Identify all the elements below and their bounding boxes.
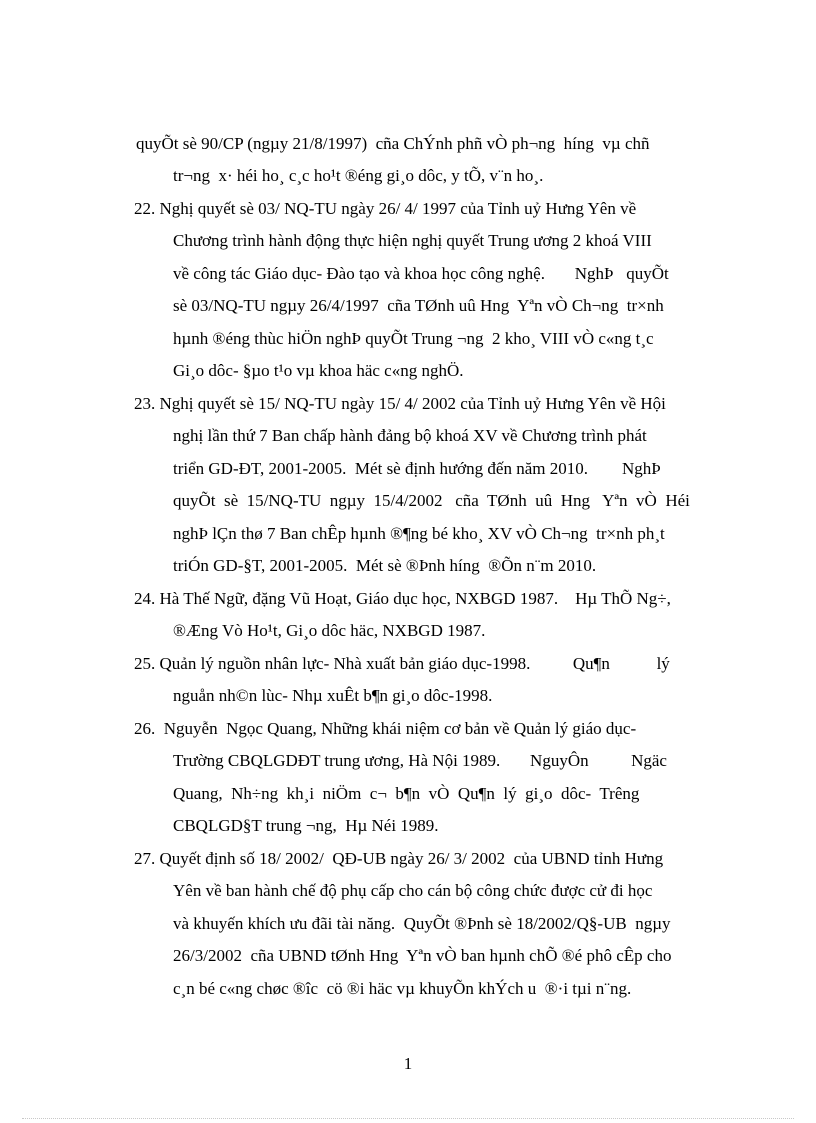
text-line: hµnh ®éng thùc hiÖn nghÞ quyÕt Trung ¬ng 2 kho¸ VIII vÒ c«ng t¸c — [173, 329, 654, 348]
text-line: nguån nh©n lùc- Nhµ xuÊt b¶n gi¸o dôc-1998. — [173, 686, 493, 705]
text-line: Trường CBQLGDĐT trung ương, Hà Nội 1989. NguyÔn Ngäc — [173, 751, 667, 770]
text-line: ®Æng Vò Ho¹t, Gi¸o dôc häc, NXBGD 1987. — [173, 621, 486, 640]
text-line: sè 03/NQ-TU ngµy 26/4/1997 cña TØnh uû Hng Yªn vÒ Ch¬ng tr×nh — [173, 296, 664, 315]
text-line: Gi¸o dôc- §µo t¹o vµ khoa häc c«ng nghÖ. — [173, 361, 464, 380]
page-number: 1 — [403, 1054, 413, 1073]
text-line: 23. Nghị quyết sè 15/ NQ-TU ngày 15/ 4/ 2002 của Tỉnh uỷ Hưng Yên về Hội — [134, 394, 666, 413]
text-line: Quang, Nh÷ng kh¸i niÖm c¬ b¶n vÒ Qu¶n lý gi¸o dôc- Trêng — [173, 784, 640, 803]
text-line: Yên về ban hành chế độ phụ cấp cho cán bộ công chức được cử đi học — [173, 881, 653, 900]
text-line: nghị lần thứ 7 Ban chấp hành đảng bộ khoá XV về Chương trình phát — [173, 426, 647, 445]
text-line: nghÞ lÇn thø 7 Ban chÊp hµnh ®¶ng bé kho¸ XV vÒ Ch¬ng tr×nh ph¸t — [173, 524, 665, 543]
text-line: 22. Nghị quyết sè 03/ NQ-TU ngày 26/ 4/ 1997 của Tỉnh uỷ Hưng Yên về — [134, 199, 637, 218]
text-line: và khuyến khích ưu đãi tài năng. QuyÕt ®Þnh sè 18/2002/Q§-UB ngµy — [173, 914, 671, 933]
text-line: 26. Nguyễn Ngọc Quang, Những khái niệm cơ bản về Quản lý giáo dục- — [134, 719, 637, 738]
text-line: CBQLGD§T trung ¬ng, Hµ Néi 1989. — [173, 816, 439, 835]
page-bottom-divider — [22, 1118, 794, 1119]
text-line: 24. Hà Thế Ngữ, đặng Vũ Hoạt, Giáo dục học, NXBGD 1987. Hµ ThÕ Ng÷, — [134, 589, 671, 608]
text-line: 26/3/2002 cña UBND tØnh Hng Yªn vÒ ban hµnh chÕ ®é phô cÊp cho — [173, 946, 672, 965]
text-line: Chương trình hành động thực hiện nghị quyết Trung ương 2 khoá VIII — [173, 231, 652, 250]
text-line: quyÕt sè 90/CP (ngµy 21/8/1997) cña ChÝnh phñ vÒ ph¬ng híng vµ chñ — [136, 134, 650, 153]
text-line: c¸n bé c«ng chøc ®îc cö ®i häc vµ khuyÕn khÝch u ®·i tµi n¨ng. — [173, 979, 632, 998]
text-line: triển GD-ĐT, 2001-2005. Mét sè định hướng đến năm 2010. NghÞ — [173, 459, 661, 478]
text-line: triÓn GD-§T, 2001-2005. Mét sè ®Þnh híng ®Õn n¨m 2010. — [173, 556, 597, 575]
text-line: quyÕt sè 15/NQ-TU ngµy 15/4/2002 cña TØnh uû Hng Yªn vÒ Héi — [173, 491, 690, 510]
text-line: 27. Quyết định số 18/ 2002/ QĐ-UB ngày 26/ 3/ 2002 của UBND tỉnh Hưng — [134, 849, 664, 868]
text-line: tr¬ng x· héi ho¸ c¸c ho¹t ®éng gi¸o dôc, y tÕ, v¨n ho¸. — [173, 166, 544, 185]
text-line: 25. Quản lý nguồn nhân lực- Nhà xuất bản giáo dục-1998. Qu¶n lý — [134, 654, 670, 673]
text-line: về công tác Giáo dục- Đào tạo và khoa học công nghệ. NghÞ quyÕt — [173, 264, 669, 283]
